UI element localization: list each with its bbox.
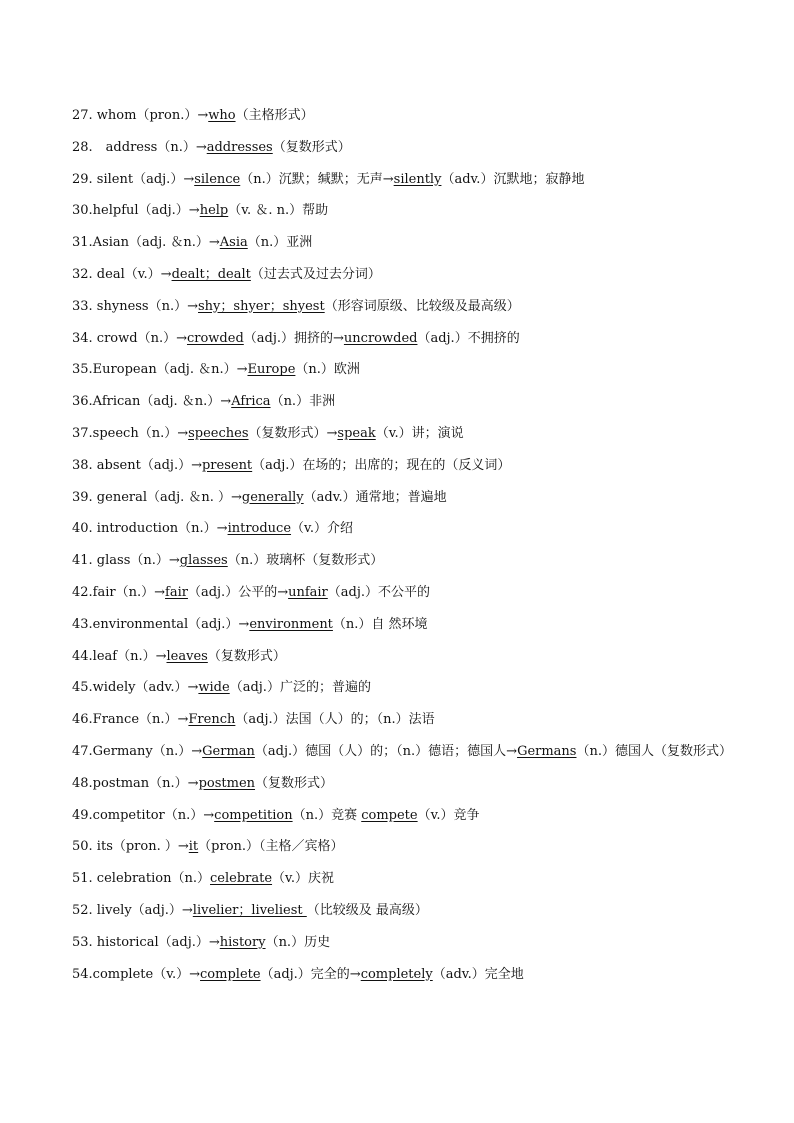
entry-text: （adj.）德国（人）的；（n.）德语；德国人→ [254,743,518,759]
entry-text: （v.）竞争 [417,807,480,823]
list-item [72,386,732,418]
entry-text: 36.African（adj. ＆n.）→ [72,394,232,410]
answer-word: Europe [247,362,296,378]
answer-word: help [199,203,229,219]
answer-word: generally [241,489,304,505]
list-item [72,895,732,927]
entry-text: （adv.）沉默地；寂静地 [441,171,585,187]
entry-text: 38. absent（adj.）→ [72,457,202,473]
list-item [72,545,732,577]
list-item [72,291,732,323]
entry-text: 46.France（n.）→ [72,712,189,728]
answer-word: silence [194,171,241,187]
list-item [72,577,732,609]
entry-text: 51. celebration（n.） [72,871,211,887]
answer-word: Africa [231,394,271,410]
answer-word: unfair [288,584,328,600]
answer-word: fair [165,584,188,600]
list-item [72,831,732,863]
entry-text: 45.widely（adv.）→ [72,680,199,696]
list-item [72,259,732,291]
list-item [72,482,732,514]
entry-text: （n.）非洲 [270,394,336,410]
answer-word: addresses [206,139,273,155]
entry-text: 37.speech（n.）→ [72,425,189,441]
entry-text: 49.competitor（n.）→ [72,807,215,823]
list-item [72,354,732,386]
entry-text: （n.）历史 [265,934,331,950]
entry-text: （adj.）拥挤的→ [243,330,344,346]
answer-word: Germans [517,743,577,759]
entry-text: 35.European（adj. ＆n.）→ [72,362,248,378]
list-item [72,609,732,641]
entry-text: （过去式及过去分词） [250,266,381,282]
list-item [72,927,732,959]
entry-text: （比较级及 最高级） [306,902,428,918]
answer-word: environment [249,616,333,632]
entry-text: 34. crowd（n.）→ [72,330,187,346]
entry-text: （复数形式）→ [248,425,338,441]
entry-text: （adj.）不拥挤的 [417,330,520,346]
entry-text: （n.）沉默；缄默；无声→ [240,171,394,187]
list-item [72,641,732,673]
entry-text: （adj.）广泛的；普遍的 [229,680,371,696]
entry-text: 30.helpful（adj.）→ [72,203,200,219]
answer-word: it [188,839,199,855]
entry-text: 43.environmental（adj.）→ [72,616,250,632]
entry-text: （adv.）完全地 [432,966,524,982]
answer-word: present [201,457,253,473]
answer-word: shy；shyer；shyest [198,298,325,314]
entry-text: 48.postman（n.）→ [72,775,199,791]
entry-text: 44.leaf（n.）→ [72,648,167,664]
entry-text: （主格形式） [235,108,314,123]
answer-word: speeches [188,425,249,441]
answer-word: uncrowded [343,330,418,346]
entry-text: （n.）德国人（复数形式） [576,743,732,759]
entry-text: 47.Germany（n.）→ [72,743,203,759]
entry-text: 31.Asian（adj. ＆n.）→ [72,235,220,251]
entry-text: （n.）自 然环境 [332,616,428,632]
answer-word: crowded [186,330,244,346]
answer-word: French [188,712,236,728]
answer-word: postmen [198,775,256,791]
entry-text: （复数形式） [255,775,334,791]
entry-text: 33. shyness（n.）→ [72,298,199,314]
list-item [72,672,732,704]
answer-word: history [219,934,266,950]
entry-text: （复数形式） [272,139,351,155]
entry-text: 54.complete（v.）→ [72,966,201,982]
list-item [72,100,732,132]
entry-text: （n.）玻璃杯（复数形式） [227,553,384,569]
answer-word: German [202,743,255,759]
list-item [72,863,732,895]
answer-word: who [208,108,236,123]
entry-text: （adj.）公平的→ [187,584,289,600]
answer-word: celebrate [210,871,273,887]
answer-word: livelier；liveliest [192,902,307,918]
entry-text: 29. silent（adj.）→ [72,171,195,187]
entry-text: （n.）竞赛 [292,807,362,823]
entry-text: 53. historical（adj.）→ [72,934,220,950]
list-item [72,323,732,355]
list-item [72,164,732,196]
answer-word: glasses [179,553,228,569]
list-item [72,513,732,545]
entry-text: 41. glass（n.）→ [72,553,180,569]
list-item [72,959,732,991]
entry-text: （adj.）完全的→ [260,966,361,982]
answer-word: speak [337,425,376,441]
list-item [72,800,732,832]
entry-text: 28. address（n.）→ [72,139,207,155]
entry-text: （n.）亚洲 [247,235,313,251]
entry-text: （v.）庆祝 [272,871,334,887]
list-item [72,227,732,259]
list-item [72,768,732,800]
entry-text: （n.）欧洲 [295,362,360,378]
vocabulary-list [72,100,732,990]
entry-text: 52. lively（adj.）→ [72,902,193,918]
entry-text: （pron.）（主格／宾格） [198,839,344,855]
entry-text: （v.）介绍 [291,521,353,537]
list-item [72,704,732,736]
list-item [72,418,732,450]
entry-text: （v. ＆. n.）帮助 [228,203,329,219]
entry-text: （adj.）在场的；出席的；现在的（反义词） [252,457,511,473]
entry-text: 27. whom（pron.）→ [72,108,209,123]
answer-word: wide [198,680,230,696]
answer-word: completely [360,966,433,982]
answer-word: compete [361,807,418,823]
entry-text: 42.fair（n.）→ [72,584,166,600]
list-item [72,195,732,227]
answer-word: Asia [219,235,248,251]
entry-text: （adj.）不公平的 [327,584,431,600]
answer-word: introduce [227,521,292,537]
entry-text: （v.）讲；演说 [375,425,464,441]
answer-word: silently [393,171,442,187]
answer-word: leaves [166,648,208,664]
list-item [72,450,732,482]
list-item [72,132,732,164]
entry-text: 50. its（pron. ）→ [72,839,189,855]
entry-text: 39. general（adj. ＆n. ）→ [72,489,242,505]
entry-text: （复数形式） [207,648,286,664]
list-item [72,736,732,768]
entry-text: （adj.）法国（人）的；（n.）法语 [235,712,435,728]
entry-text: （形容词原级、比较级及最高级） [324,298,520,314]
answer-word: dealt；dealt [171,266,251,282]
entry-text: 32. deal（v.）→ [72,266,172,282]
answer-word: competition [214,807,293,823]
entry-text: （adv.）通常地；普遍地 [303,489,447,505]
entry-text: 40. introduction（n.）→ [72,521,228,537]
answer-word: complete [200,966,261,982]
